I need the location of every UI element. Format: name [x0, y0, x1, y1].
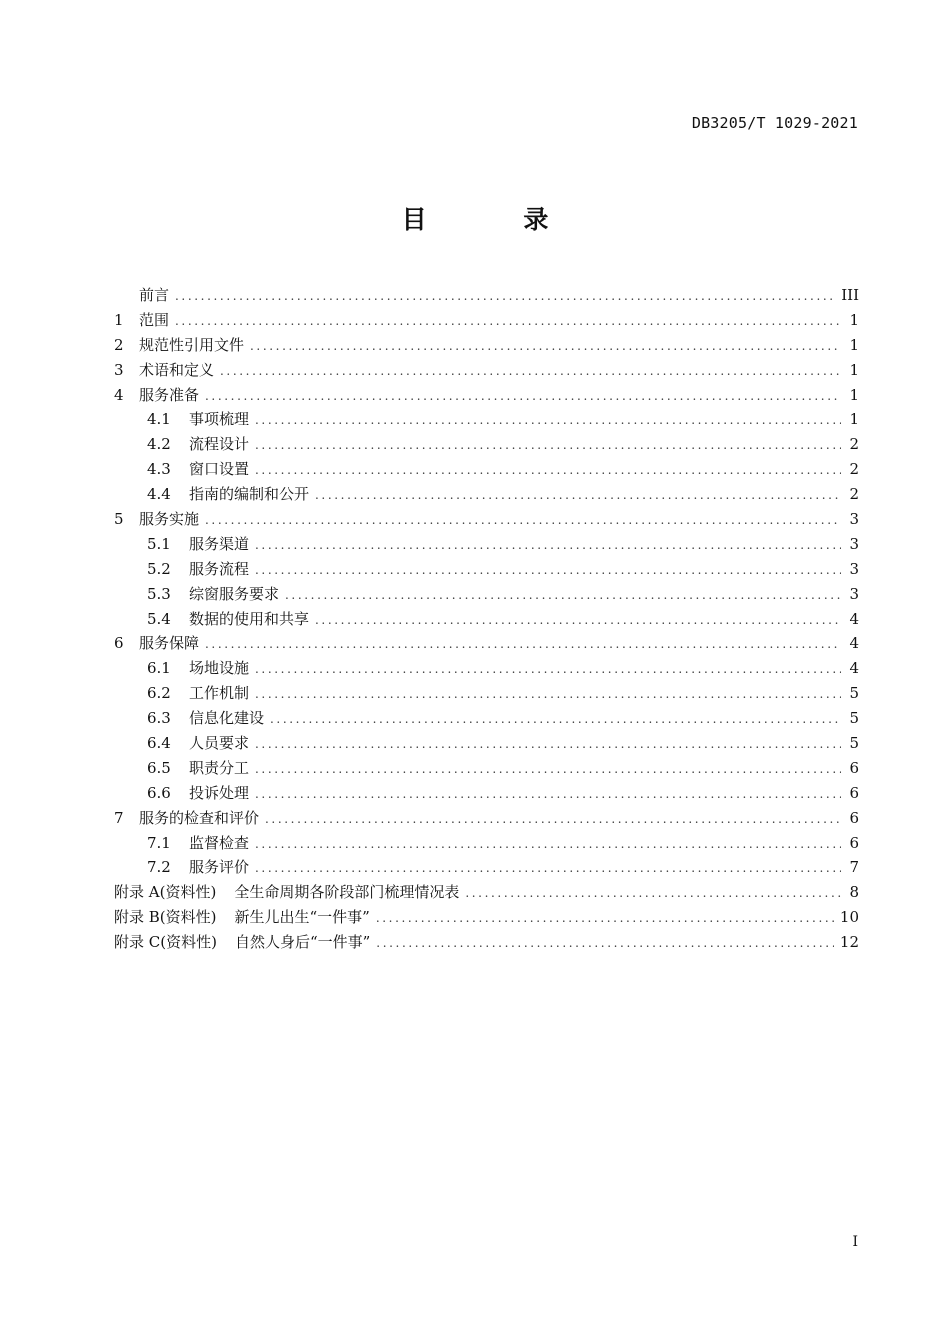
toc-entry-page: 6	[849, 833, 859, 852]
toc-entry-label: 投诉处理	[189, 783, 250, 802]
document-code: DB3205/T 1029-2021	[691, 114, 858, 132]
toc-entry-label: 监督检查	[189, 833, 250, 852]
dot-leader	[175, 309, 841, 334]
page-number: I	[852, 1234, 858, 1250]
dot-leader	[255, 458, 841, 483]
toc-entry-label: 服务的检查和评价	[139, 808, 260, 827]
toc-entry-number: 5	[114, 510, 124, 529]
toc-entry-number: 1	[114, 310, 124, 329]
dot-leader	[270, 707, 841, 732]
dot-leader	[255, 782, 841, 807]
toc-entry-number: 2	[114, 335, 124, 354]
toc-entry-page: 3	[849, 534, 859, 553]
toc-entry-number: 6.1	[147, 659, 171, 678]
toc-entry-label: 人员要求	[189, 734, 250, 753]
dot-leader	[255, 408, 841, 433]
dot-leader	[255, 682, 841, 707]
toc-entry[interactable]	[114, 308, 859, 333]
toc-entry-label: 数据的使用和共享	[189, 609, 310, 628]
toc-entry-page: 6	[849, 808, 859, 827]
toc-entry[interactable]	[114, 607, 859, 632]
dot-leader	[265, 807, 841, 832]
toc-entry[interactable]	[114, 283, 859, 308]
toc-entry[interactable]	[114, 631, 859, 656]
dot-leader	[255, 832, 841, 857]
toc-entry-label: 服务流程	[189, 559, 250, 578]
dot-leader	[175, 284, 835, 309]
dot-leader	[205, 384, 841, 409]
toc-entry-label: 服务保障	[139, 634, 200, 653]
toc-entry-number: 6.5	[147, 758, 171, 777]
toc-entry-label: 规范性引用文件	[139, 335, 245, 354]
toc-entry-label: 综窗服务要求	[189, 584, 280, 603]
dot-leader	[376, 931, 834, 956]
toc-entry-number: 7.1	[147, 833, 171, 852]
dot-leader	[465, 881, 841, 906]
toc-entry-number: 附录 B(资料性)	[114, 908, 217, 927]
toc-entry-label: 服务准备	[139, 385, 200, 404]
dot-leader	[205, 508, 841, 533]
toc-entry-number: 6	[114, 634, 124, 653]
toc-entry[interactable]	[114, 831, 859, 856]
toc-entry-page: 6	[849, 783, 859, 802]
toc-entry[interactable]	[114, 582, 859, 607]
toc-entry-page: 3	[849, 584, 859, 603]
toc-entry-page: 4	[849, 634, 859, 653]
toc-entry-page: 4	[849, 659, 859, 678]
toc-entry-page: 8	[849, 883, 859, 902]
toc-entry-label: 信息化建设	[189, 709, 265, 728]
toc-entry-page: 3	[849, 510, 859, 529]
toc-entry[interactable]	[114, 706, 859, 731]
toc-entry-number: 附录 C(资料性)	[114, 933, 217, 952]
toc-entry[interactable]	[114, 855, 859, 880]
dot-leader	[205, 632, 841, 657]
toc-entry-label: 自然人身后“一件事”	[234, 933, 371, 952]
toc-entry[interactable]	[114, 905, 859, 930]
toc-entry-number: 7.2	[147, 858, 171, 877]
toc-entry-label: 指南的编制和公开	[189, 485, 310, 504]
toc-entry-page: 1	[849, 310, 859, 329]
toc-entry-page: 4	[849, 609, 859, 628]
toc-entry-number: 4.4	[147, 485, 171, 504]
toc-entry-page: 5	[849, 709, 859, 728]
toc-entry-number: 6.2	[147, 684, 171, 703]
toc-entry[interactable]	[114, 756, 859, 781]
toc-entry[interactable]	[114, 806, 859, 831]
dot-leader	[376, 906, 834, 931]
toc-entry[interactable]	[114, 681, 859, 706]
toc-entry-number: 5.1	[147, 534, 171, 553]
toc-entry[interactable]	[114, 930, 859, 955]
toc-entry-page: 2	[849, 435, 859, 454]
toc-entry-page: 7	[849, 858, 859, 877]
toc-entry-label: 新生儿出生“一件事”	[234, 908, 370, 927]
toc-entry-number: 7	[114, 808, 124, 827]
toc-entry[interactable]	[114, 731, 859, 756]
dot-leader	[285, 583, 841, 608]
toc-entry-page: 1	[849, 360, 859, 379]
toc-entry-number: 5.2	[147, 559, 171, 578]
toc-entry-page: 1	[849, 410, 859, 429]
toc-entry[interactable]	[114, 457, 859, 482]
dot-leader	[255, 757, 841, 782]
dot-leader	[255, 657, 841, 682]
toc-entry-page: 1	[849, 335, 859, 354]
toc-entry[interactable]	[114, 532, 859, 557]
toc-entry-label: 事项梳理	[189, 410, 250, 429]
dot-leader	[250, 334, 841, 359]
toc-entry[interactable]	[114, 656, 859, 681]
toc-entry-label: 全生命周期各阶段部门梳理情况表	[234, 883, 460, 902]
toc-entry-page: 2	[849, 485, 859, 504]
toc-entry-label: 服务渠道	[189, 534, 250, 553]
dot-leader	[255, 856, 841, 881]
dot-leader	[255, 732, 841, 757]
toc-entry-page: 6	[849, 758, 859, 777]
toc-entry-page: 5	[849, 734, 859, 753]
toc-entry[interactable]	[114, 358, 859, 383]
toc-entry-number: 4	[114, 385, 124, 404]
toc-entry-number: 6.3	[147, 709, 171, 728]
toc-entry-page: 10	[839, 908, 859, 927]
toc-entry-label: 服务实施	[139, 510, 200, 529]
toc-entry-page: 3	[849, 559, 859, 578]
toc-entry-number: 4.3	[147, 460, 171, 479]
toc-entry-number: 5.3	[147, 584, 171, 603]
toc-entry-label: 术语和定义	[139, 360, 215, 379]
toc-entry[interactable]	[114, 333, 859, 358]
toc-entry-number: 4.2	[147, 435, 171, 454]
toc-entry-number: 5.4	[147, 609, 171, 628]
toc-entry[interactable]	[114, 781, 859, 806]
dot-leader	[315, 483, 841, 508]
toc-entry[interactable]	[114, 383, 859, 408]
dot-leader	[220, 359, 841, 384]
toc-entry-number: 6.6	[147, 783, 171, 802]
toc-entry-label: 窗口设置	[189, 460, 250, 479]
toc-entry[interactable]	[114, 482, 859, 507]
toc-entry[interactable]	[114, 432, 859, 457]
dot-leader	[255, 558, 841, 583]
toc-entry-page: 5	[849, 684, 859, 703]
toc-entry-label: 工作机制	[189, 684, 250, 703]
table-of-contents	[114, 283, 859, 955]
toc-entry[interactable]	[114, 507, 859, 532]
toc-entry-label: 前言	[139, 286, 170, 304]
toc-entry[interactable]	[114, 557, 859, 582]
dot-leader	[255, 433, 841, 458]
toc-entry-page: III	[841, 286, 859, 304]
toc-entry-number: 6.4	[147, 734, 171, 753]
toc-entry-label: 服务评价	[189, 858, 250, 877]
toc-entry-label: 场地设施	[189, 659, 250, 678]
page-title: 目 录	[401, 205, 593, 234]
toc-entry-label: 范围	[139, 310, 170, 329]
toc-entry-number: 4.1	[147, 410, 171, 429]
dot-leader	[315, 608, 841, 633]
toc-entry-number: 附录 A(资料性)	[114, 883, 217, 902]
dot-leader	[255, 533, 841, 558]
toc-entry-label: 流程设计	[189, 435, 250, 454]
toc-entry[interactable]	[114, 880, 859, 905]
toc-entry-page: 12	[839, 933, 859, 952]
toc-entry-number: 3	[114, 360, 124, 379]
toc-entry-label: 职责分工	[189, 758, 250, 777]
toc-entry-page: 2	[849, 460, 859, 479]
toc-entry-page: 1	[849, 385, 859, 404]
toc-entry[interactable]	[114, 407, 859, 432]
